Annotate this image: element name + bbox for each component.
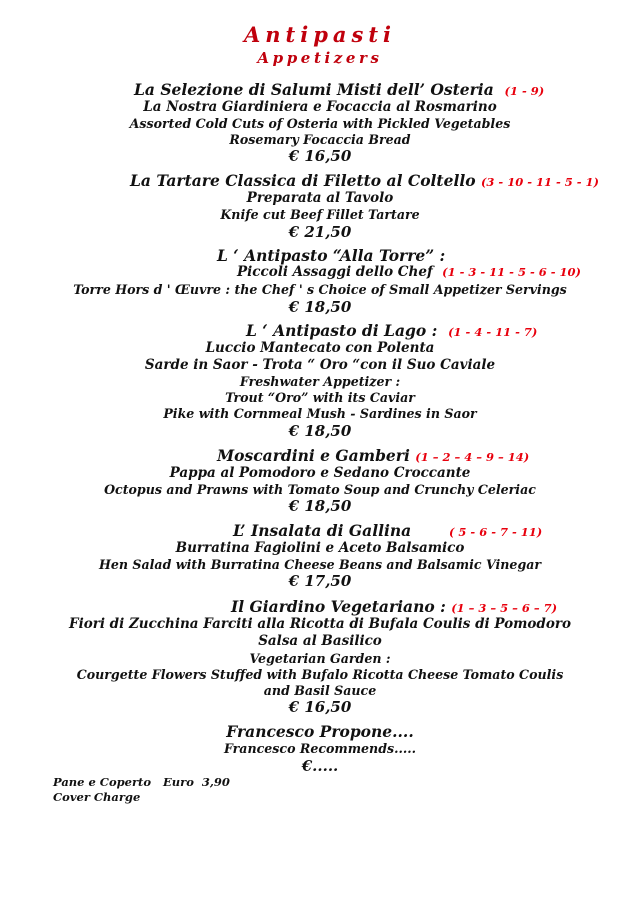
item-line: Octopus and Prawns with Tomato Soup and Crunchy Celeriac [104, 482, 536, 497]
item-line: Francesco Recommends..... [223, 741, 417, 756]
item-name [130, 171, 599, 190]
item-line: Hen Salad with Burratina Cheese Beans and Balsamic Vinegar [98, 557, 542, 572]
item-line: Fiori di Zucchina Farciti alla Ricotta di Bufala Coulis di Pomodoro [69, 616, 571, 632]
item-title: L’ Insalata di Gallina [233, 521, 412, 540]
allergens: (1 - 3 - 11 - 5 - 6 - 10) [442, 265, 581, 279]
item-line: Torre Hors d ' Œuvre : the Chef ' s Choice of Small Appetizer Servings [73, 282, 567, 297]
item-price: € 18,50 [288, 298, 352, 316]
item-price: € 17,50 [288, 572, 352, 590]
item-line: Preparata al Tavolo [246, 190, 394, 206]
allergens: (3 - 10 - 11 - 5 - 1) [480, 175, 599, 189]
item-line: Burratina Fagiolini e Aceto Balsamico [175, 540, 465, 556]
item-price: € 21,50 [288, 223, 352, 241]
item-title: L ‘ Antipasto di Lago : [246, 321, 438, 340]
item-line: La Nostra Giardiniera e Focaccia al Rosmarino [143, 99, 497, 115]
item-title: La Tartare Classica di Filetto al Coltello [130, 171, 476, 190]
item-line: Pappa al Pomodoro e Sedano Croccante [169, 465, 471, 481]
item-line: and Basil Sauce [263, 683, 377, 698]
item-title: La Selezione di Salumi Misti dell’ Osteria [134, 80, 494, 99]
item-price: € 18,50 [288, 422, 352, 440]
item-subname [237, 264, 581, 280]
item-line: Assorted Cold Cuts of Osteria with Pickled Vegetables [129, 116, 511, 131]
section-title: Antipasti [243, 22, 397, 47]
allergens: (1 - 9) [504, 84, 545, 98]
item-subtitle: Piccoli Assaggi dello Chef [237, 264, 433, 280]
item-line: Luccio Mantecato con Polenta [205, 340, 435, 356]
item-price: € 16,50 [288, 698, 352, 716]
item-line: Knife cut Beef Fillet Tartare [220, 207, 420, 222]
item-name [231, 597, 557, 616]
cover-charge-en: Cover Charge [53, 790, 141, 804]
item-name: Francesco Propone.... [226, 722, 414, 741]
allergens: (1 - 4 - 11 - 7) [448, 325, 538, 339]
item-line: Sarde in Saor - Trota “ Oro “con il Suo Caviale [144, 357, 496, 373]
item-line: Pike with Cornmeal Mush - Sardines in Saor [163, 406, 477, 421]
item-name [217, 446, 529, 465]
item-line: Trout “Oro” with its Caviar [225, 390, 415, 405]
item-price: € 16,50 [288, 147, 352, 165]
item-line: Rosemary Focaccia Bread [229, 132, 411, 147]
section-subtitle: Appetizers [257, 49, 383, 67]
item-price: €..... [301, 757, 339, 775]
item-line: Freshwater Appetizer : [239, 374, 401, 389]
allergens: ( 5 - 6 - 7 - 11) [448, 525, 543, 539]
allergens: (1 – 2 – 4 – 9 – 14) [415, 450, 530, 464]
item-line: Salsa al Basilico [258, 633, 382, 649]
item-title: Il Giardino Vegetariano : [231, 597, 446, 616]
cover-charge: Pane e Coperto Euro 3,90 [53, 775, 230, 789]
item-name: L ‘ Antipasto “Alla Torre” : [217, 246, 446, 265]
allergens: (1 – 3 – 5 – 6 – 7) [451, 601, 558, 615]
item-title: Moscardini e Gamberi [217, 446, 410, 465]
item-line: Courgette Flowers Stuffed with Bufalo Ricotta Cheese Tomato Coulis [76, 667, 564, 682]
item-price: € 18,50 [288, 497, 352, 515]
item-name [246, 321, 537, 340]
item-name [134, 80, 544, 99]
item-line: Vegetarian Garden : [249, 651, 391, 666]
item-name [233, 521, 542, 540]
